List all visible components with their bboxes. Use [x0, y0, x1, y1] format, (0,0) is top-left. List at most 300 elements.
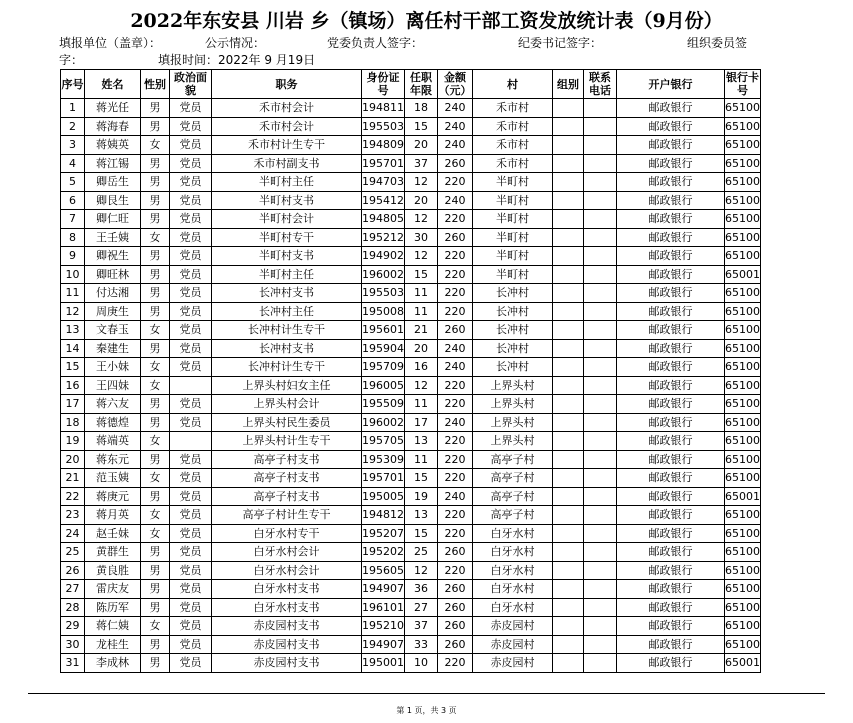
- cell-village: 长冲村: [473, 321, 553, 340]
- cell-political: 党员: [170, 99, 212, 118]
- cell-bank: 邮政银行: [617, 136, 725, 155]
- cell-years: 20: [405, 191, 438, 210]
- cell-gender: 男: [141, 561, 170, 580]
- col-header-id: 身份证号: [362, 70, 405, 99]
- cell-political: 党员: [170, 469, 212, 488]
- cell-political: 党员: [170, 210, 212, 229]
- cell-amount: 220: [438, 210, 473, 229]
- cell-phone: [584, 635, 617, 654]
- cell-phone: [584, 413, 617, 432]
- footer-divider: [28, 693, 825, 694]
- cell-phone: [584, 654, 617, 673]
- cell-seq: 5: [61, 173, 85, 192]
- table-row: [61, 117, 761, 136]
- cell-position: 半町村支书: [212, 191, 362, 210]
- table-row: [61, 99, 761, 118]
- col-header-card: 银行卡号: [726, 71, 759, 97]
- cell-village: 白牙水村: [473, 598, 553, 617]
- cell-card: 65100: [725, 210, 761, 229]
- cell-gender: 男: [141, 543, 170, 562]
- cell-name: 王小妹: [85, 358, 141, 377]
- cell-village: 禾市村: [473, 136, 553, 155]
- cell-card: 65100: [725, 136, 761, 155]
- cell-card: 65100: [725, 543, 761, 562]
- cell-gender: 男: [141, 99, 170, 118]
- cell-seq: 8: [61, 228, 85, 247]
- cell-id: 195202: [362, 543, 405, 562]
- cell-bank: 邮政银行: [617, 339, 725, 358]
- cell-card: 65100: [725, 376, 761, 395]
- table-row: [61, 265, 761, 284]
- cell-village: 半町村: [473, 247, 553, 266]
- cell-phone: [584, 284, 617, 303]
- cell-years: 11: [405, 284, 438, 303]
- cell-name: 卿祝生: [85, 247, 141, 266]
- cell-name: 蒋江锡: [85, 154, 141, 173]
- cell-name: 李成林: [85, 654, 141, 673]
- cell-village: 禾市村: [473, 99, 553, 118]
- cell-phone: [584, 117, 617, 136]
- cell-village: 白牙水村: [473, 524, 553, 543]
- cell-gender: 男: [141, 191, 170, 210]
- cell-group: [553, 543, 584, 562]
- cell-group: [553, 395, 584, 414]
- cell-bank: 邮政银行: [617, 284, 725, 303]
- cell-phone: [584, 487, 617, 506]
- table-row: [61, 469, 761, 488]
- cell-position: 禾市村会计: [212, 117, 362, 136]
- cell-bank: 邮政银行: [617, 210, 725, 229]
- cell-gender: 女: [141, 617, 170, 636]
- cell-village: 长冲村: [473, 358, 553, 377]
- cell-amount: 220: [438, 376, 473, 395]
- cell-years: 20: [405, 339, 438, 358]
- cell-political: 党员: [170, 247, 212, 266]
- cell-card: 65100: [725, 395, 761, 414]
- cell-gender: 男: [141, 302, 170, 321]
- cell-phone: [584, 99, 617, 118]
- cell-card: 65100: [725, 154, 761, 173]
- cell-position: 上界头村计生专干: [212, 432, 362, 451]
- cell-political: 党员: [170, 302, 212, 321]
- cell-bank: 邮政银行: [617, 617, 725, 636]
- cell-seq: 30: [61, 635, 85, 654]
- cell-gender: 男: [141, 450, 170, 469]
- cell-phone: [584, 302, 617, 321]
- cell-years: 18: [405, 99, 438, 118]
- table-row: [61, 228, 761, 247]
- cell-name: 卿岳生: [85, 173, 141, 192]
- cell-political: 党员: [170, 321, 212, 340]
- cell-name: 黄群生: [85, 543, 141, 562]
- cell-position: 白牙水村支书: [212, 598, 362, 617]
- cell-position: 半町村主任: [212, 265, 362, 284]
- cell-group: [553, 321, 584, 340]
- cell-id: 195904: [362, 339, 405, 358]
- cell-id: 196005: [362, 376, 405, 395]
- cell-village: 上界头村: [473, 432, 553, 451]
- cell-card: 65100: [725, 598, 761, 617]
- cell-seq: 1: [61, 99, 85, 118]
- cell-village: 高亭子村: [473, 469, 553, 488]
- cell-card: 65100: [725, 617, 761, 636]
- cell-id: 195207: [362, 524, 405, 543]
- cell-phone: [584, 506, 617, 525]
- cell-gender: 男: [141, 265, 170, 284]
- cell-gender: 男: [141, 654, 170, 673]
- fill-date: 填报时间：2022年 9 月19日: [158, 53, 316, 67]
- cell-position: 半町村支书: [212, 247, 362, 266]
- cell-phone: [584, 173, 617, 192]
- cell-political: [170, 376, 212, 395]
- cell-group: [553, 524, 584, 543]
- cell-bank: 邮政银行: [617, 654, 725, 673]
- col-header-amount: 金额（元）: [438, 71, 472, 97]
- cell-amount: 260: [438, 321, 473, 340]
- cell-amount: 260: [438, 598, 473, 617]
- cell-phone: [584, 265, 617, 284]
- table-row: [61, 598, 761, 617]
- cell-phone: [584, 136, 617, 155]
- cell-position: 高亭子村支书: [212, 487, 362, 506]
- cell-amount: 220: [438, 506, 473, 525]
- cell-years: 15: [405, 469, 438, 488]
- cell-id: 195008: [362, 302, 405, 321]
- cell-seq: 15: [61, 358, 85, 377]
- cell-amount: 220: [438, 247, 473, 266]
- table-row: [61, 154, 761, 173]
- cell-amount: 260: [438, 635, 473, 654]
- cell-amount: 220: [438, 654, 473, 673]
- cell-name: 蒋端英: [85, 432, 141, 451]
- cell-card: 65100: [725, 191, 761, 210]
- cell-id: 195701: [362, 154, 405, 173]
- col-header-phone: 联系电话: [584, 70, 617, 99]
- cell-gender: 男: [141, 339, 170, 358]
- table-row: [61, 450, 761, 469]
- org-sign-label: 组织委员签: [687, 36, 748, 50]
- cell-amount: 220: [438, 432, 473, 451]
- cell-seq: 3: [61, 136, 85, 155]
- table-row: [61, 543, 761, 562]
- cell-card: 65100: [725, 321, 761, 340]
- cell-card: 65100: [725, 635, 761, 654]
- table-row: [61, 654, 761, 673]
- cell-card: 65100: [725, 450, 761, 469]
- cell-village: 高亭子村: [473, 487, 553, 506]
- cell-years: 15: [405, 524, 438, 543]
- cell-position: 赤皮园村支书: [212, 654, 362, 673]
- cell-group: [553, 469, 584, 488]
- cell-id: 195701: [362, 469, 405, 488]
- col-header-group: 组别: [553, 70, 584, 99]
- cell-group: [553, 358, 584, 377]
- cell-bank: 邮政银行: [617, 635, 725, 654]
- cell-position: 上界头村妇女主任: [212, 376, 362, 395]
- cell-card: 65100: [725, 99, 761, 118]
- cell-years: 20: [405, 136, 438, 155]
- cell-group: [553, 432, 584, 451]
- cell-political: 党员: [170, 598, 212, 617]
- cell-position: 禾市村副支书: [212, 154, 362, 173]
- cell-position: 长冲村支书: [212, 284, 362, 303]
- sheet-title: 2022年东安县 川岩 乡（镇场）离任村干部工资发放统计表（9月份）: [130, 10, 723, 32]
- cell-name: 卿仁旺: [85, 210, 141, 229]
- cell-name: 秦建生: [85, 339, 141, 358]
- cell-name: 赵壬妹: [85, 524, 141, 543]
- cell-village: 长冲村: [473, 339, 553, 358]
- cell-political: 党员: [170, 284, 212, 303]
- cell-seq: 4: [61, 154, 85, 173]
- cell-years: 12: [405, 376, 438, 395]
- cell-years: 21: [405, 321, 438, 340]
- table-row: [61, 635, 761, 654]
- cell-political: 党员: [170, 395, 212, 414]
- cell-bank: 邮政银行: [617, 154, 725, 173]
- cell-amount: 240: [438, 339, 473, 358]
- cell-group: [553, 506, 584, 525]
- cell-group: [553, 284, 584, 303]
- cell-position: 高亭子村支书: [212, 450, 362, 469]
- cell-amount: 260: [438, 543, 473, 562]
- table-row: [61, 173, 761, 192]
- cell-bank: 邮政银行: [617, 598, 725, 617]
- cell-political: 党员: [170, 654, 212, 673]
- cell-name: 蒋东元: [85, 450, 141, 469]
- table-row: [61, 487, 761, 506]
- cell-gender: 男: [141, 580, 170, 599]
- cell-years: 11: [405, 450, 438, 469]
- cell-political: 党员: [170, 617, 212, 636]
- cell-card: 65100: [725, 580, 761, 599]
- cell-card: 65100: [725, 173, 761, 192]
- cell-amount: 260: [438, 228, 473, 247]
- cell-seq: 9: [61, 247, 85, 266]
- cell-years: 27: [405, 598, 438, 617]
- cell-name: 黄良胜: [85, 561, 141, 580]
- cell-seq: 24: [61, 524, 85, 543]
- cell-political: [170, 432, 212, 451]
- salary-table: [60, 69, 761, 673]
- cell-bank: 邮政银行: [617, 450, 725, 469]
- cell-position: 长冲村计生专干: [212, 321, 362, 340]
- cell-name: 龙桂生: [85, 635, 141, 654]
- cell-village: 长冲村: [473, 284, 553, 303]
- cell-position: 白牙水村会计: [212, 561, 362, 580]
- cell-group: [553, 561, 584, 580]
- table-row: [61, 358, 761, 377]
- cell-name: 雷庆友: [85, 580, 141, 599]
- table-row: [61, 561, 761, 580]
- cell-amount: 240: [438, 413, 473, 432]
- cell-seq: 2: [61, 117, 85, 136]
- cell-position: 半町村主任: [212, 173, 362, 192]
- cell-group: [553, 580, 584, 599]
- cell-years: 25: [405, 543, 438, 562]
- cell-card: 65100: [725, 339, 761, 358]
- cell-village: 半町村: [473, 265, 553, 284]
- cell-bank: 邮政银行: [617, 432, 725, 451]
- col-header-position: 职务: [212, 70, 362, 99]
- cell-amount: 240: [438, 117, 473, 136]
- cell-bank: 邮政银行: [617, 321, 725, 340]
- cell-group: [553, 617, 584, 636]
- cell-id: 194907: [362, 580, 405, 599]
- cell-card: 65100: [725, 469, 761, 488]
- cell-years: 12: [405, 210, 438, 229]
- cell-bank: 邮政银行: [617, 265, 725, 284]
- cell-id: 194902: [362, 247, 405, 266]
- table-row: [61, 506, 761, 525]
- cell-phone: [584, 580, 617, 599]
- cell-years: 17: [405, 413, 438, 432]
- cell-group: [553, 635, 584, 654]
- cell-bank: 邮政银行: [617, 543, 725, 562]
- cell-gender: 男: [141, 117, 170, 136]
- cell-position: 上界头村民生委员: [212, 413, 362, 432]
- cell-gender: 男: [141, 413, 170, 432]
- cell-bank: 邮政银行: [617, 487, 725, 506]
- cell-amount: 220: [438, 302, 473, 321]
- cell-seq: 12: [61, 302, 85, 321]
- table-row: [61, 580, 761, 599]
- cell-village: 高亭子村: [473, 506, 553, 525]
- cell-group: [553, 210, 584, 229]
- cell-village: 赤皮园村: [473, 654, 553, 673]
- cell-id: 195503: [362, 284, 405, 303]
- cell-position: 禾市村计生专干: [212, 136, 362, 155]
- col-header-village: 村: [473, 70, 553, 99]
- cell-village: 白牙水村: [473, 543, 553, 562]
- cell-position: 长冲村主任: [212, 302, 362, 321]
- cell-gender: 女: [141, 524, 170, 543]
- cell-years: 15: [405, 265, 438, 284]
- cell-card: 65100: [725, 506, 761, 525]
- cell-phone: [584, 191, 617, 210]
- cell-political: 党员: [170, 265, 212, 284]
- table-row: [61, 302, 761, 321]
- cell-bank: 邮政银行: [617, 358, 725, 377]
- cell-position: 赤皮园村支书: [212, 635, 362, 654]
- cell-years: 10: [405, 654, 438, 673]
- cell-seq: 11: [61, 284, 85, 303]
- cell-group: [553, 191, 584, 210]
- cell-amount: 240: [438, 358, 473, 377]
- cell-bank: 邮政银行: [617, 469, 725, 488]
- cell-id: 195605: [362, 561, 405, 580]
- cell-bank: 邮政银行: [617, 117, 725, 136]
- cell-name: 蒋光任: [85, 99, 141, 118]
- cell-seq: 6: [61, 191, 85, 210]
- cell-name: 卿旺林: [85, 265, 141, 284]
- cell-amount: 220: [438, 265, 473, 284]
- cell-bank: 邮政银行: [617, 395, 725, 414]
- cell-group: [553, 117, 584, 136]
- cell-amount: 260: [438, 617, 473, 636]
- cell-bank: 邮政银行: [617, 302, 725, 321]
- col-header-political: 政治面貌: [170, 70, 212, 99]
- cell-position: 长冲村支书: [212, 339, 362, 358]
- cell-political: 党员: [170, 635, 212, 654]
- cell-village: 长冲村: [473, 302, 553, 321]
- cell-political: 党员: [170, 543, 212, 562]
- cell-name: 蒋仁姨: [85, 617, 141, 636]
- cell-id: 194812: [362, 506, 405, 525]
- cell-years: 12: [405, 247, 438, 266]
- cell-amount: 240: [438, 191, 473, 210]
- cell-seq: 22: [61, 487, 85, 506]
- cell-group: [553, 154, 584, 173]
- cell-group: [553, 228, 584, 247]
- table-row: [61, 210, 761, 229]
- cell-years: 37: [405, 617, 438, 636]
- cell-seq: 16: [61, 376, 85, 395]
- col-header-seq: 序号: [61, 70, 85, 99]
- cell-card: 65100: [725, 432, 761, 451]
- col-header-years: 任职年限: [405, 70, 438, 99]
- table-row: [61, 191, 761, 210]
- cell-name: 陈历军: [85, 598, 141, 617]
- table-row: [61, 376, 761, 395]
- cell-amount: 260: [438, 154, 473, 173]
- cell-id: 195001: [362, 654, 405, 673]
- cell-amount: 240: [438, 487, 473, 506]
- cell-amount: 220: [438, 561, 473, 580]
- cell-position: 白牙水村会计: [212, 543, 362, 562]
- cell-card: 65100: [725, 284, 761, 303]
- cell-name: 蒋月英: [85, 506, 141, 525]
- cell-group: [553, 413, 584, 432]
- cell-position: 长冲村计生专干: [212, 358, 362, 377]
- cell-name: 卿艮生: [85, 191, 141, 210]
- cell-seq: 14: [61, 339, 85, 358]
- cell-name: 蒋庚元: [85, 487, 141, 506]
- cell-political: 党员: [170, 228, 212, 247]
- cell-seq: 19: [61, 432, 85, 451]
- cell-seq: 23: [61, 506, 85, 525]
- cell-id: 195709: [362, 358, 405, 377]
- col-header-gender: 性别: [141, 70, 170, 99]
- cell-name: 文春玉: [85, 321, 141, 340]
- cell-bank: 邮政银行: [617, 580, 725, 599]
- cell-id: 196101: [362, 598, 405, 617]
- cell-gender: 男: [141, 173, 170, 192]
- cell-seq: 31: [61, 654, 85, 673]
- cell-position: 上界头村会计: [212, 395, 362, 414]
- cell-card: 65100: [725, 358, 761, 377]
- cell-position: 半町村会计: [212, 210, 362, 229]
- cell-amount: 220: [438, 524, 473, 543]
- cell-amount: 240: [438, 99, 473, 118]
- cell-gender: 女: [141, 376, 170, 395]
- cell-village: 禾市村: [473, 117, 553, 136]
- cell-village: 半町村: [473, 173, 553, 192]
- cell-seq: 17: [61, 395, 85, 414]
- cell-political: 党员: [170, 117, 212, 136]
- cell-years: 37: [405, 154, 438, 173]
- cell-group: [553, 99, 584, 118]
- cell-gender: 女: [141, 506, 170, 525]
- cell-phone: [584, 321, 617, 340]
- cell-name: 周庚生: [85, 302, 141, 321]
- cell-bank: 邮政银行: [617, 524, 725, 543]
- unit-label: 填报单位（盖章）：: [59, 36, 162, 50]
- cell-amount: 220: [438, 469, 473, 488]
- cell-political: 党员: [170, 506, 212, 525]
- cell-id: 195601: [362, 321, 405, 340]
- cell-years: 30: [405, 228, 438, 247]
- cell-gender: 女: [141, 321, 170, 340]
